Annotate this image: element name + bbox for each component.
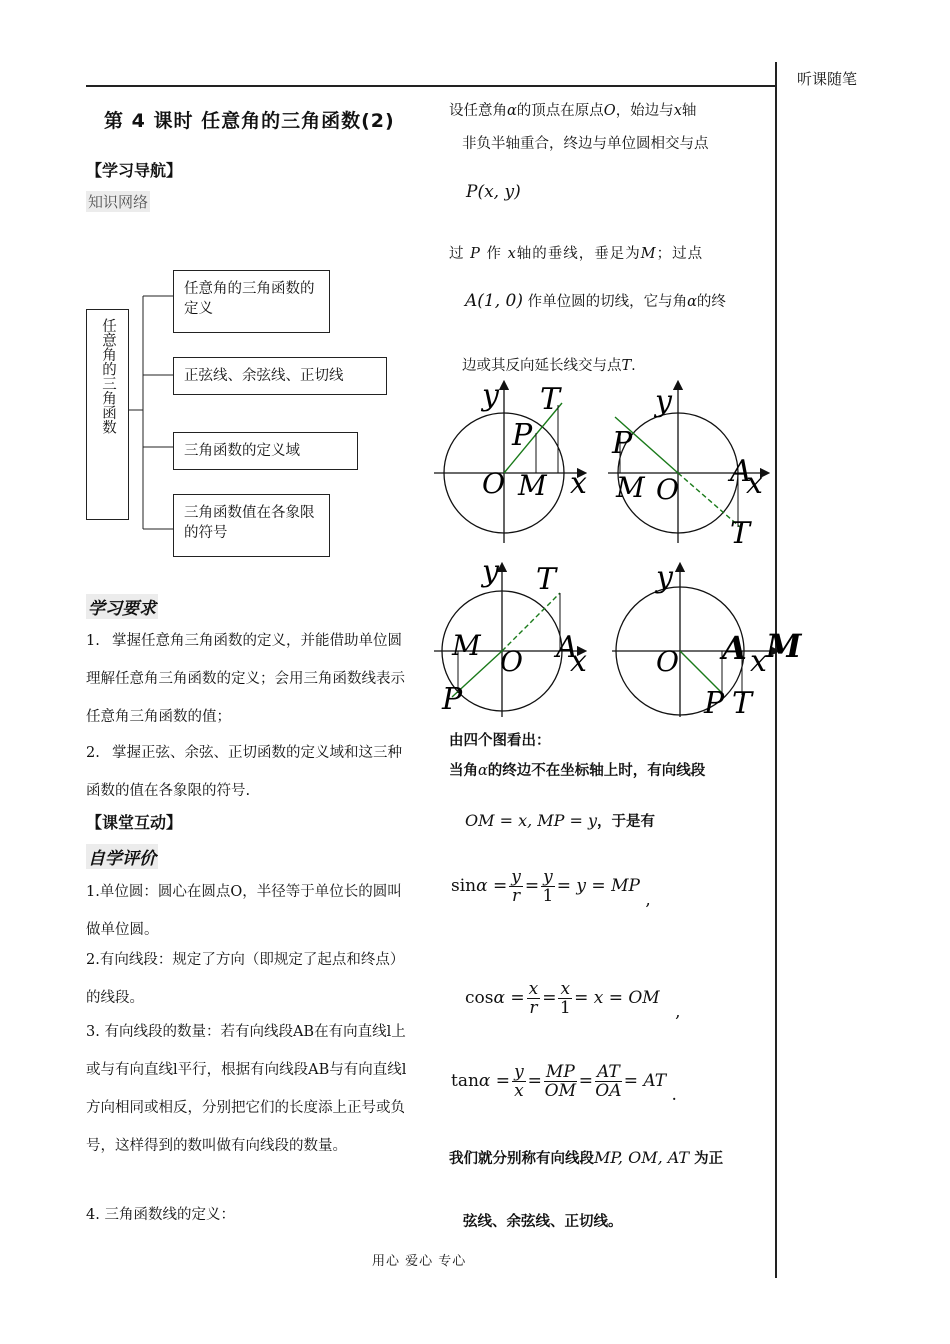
- text: 轴的垂线，垂足为: [516, 246, 641, 262]
- right-para1: [449, 97, 696, 125]
- o-label: O: [656, 473, 679, 506]
- item-text: 三角函数线的定义：: [104, 1207, 235, 1223]
- text: 当角: [449, 763, 478, 779]
- mindmap-branch-signs: 三角函数值在各象限的符号: [173, 494, 330, 557]
- m-label: M: [452, 629, 481, 662]
- requirement-text: 掌握任意角三角函数的定义，并能借助单位圆理解任意角三角函数的定义；会用三角函数线表示任意角三角函数的值；: [86, 633, 405, 725]
- item-1: [86, 873, 416, 949]
- item-num: 2.: [86, 952, 100, 968]
- t-label: T: [536, 562, 557, 597]
- header-rule: [86, 85, 776, 87]
- side-note-label: 听课随笔: [797, 70, 858, 88]
- requirement-num: 1.: [86, 633, 100, 649]
- right-para4: 边或其反向延长线交与点T.: [462, 358, 636, 374]
- m-label: M: [518, 469, 547, 502]
- text: 边或其反向延长线交与点: [462, 358, 622, 374]
- y-label: y: [656, 560, 673, 595]
- text: 的终: [696, 294, 726, 310]
- text: 为正: [694, 1151, 724, 1167]
- origin-symbol: O: [603, 103, 616, 119]
- text: 的终边不在坐标轴上时，有向线段: [487, 763, 706, 779]
- t-label: T: [730, 516, 751, 551]
- item-2: [86, 941, 416, 1017]
- item-3: [86, 1013, 416, 1165]
- mindmap-branch-lines: 正弦线、余弦线、正切线: [173, 357, 387, 395]
- p-label: P: [704, 686, 725, 720]
- text: ，始边与: [615, 103, 674, 119]
- t-label: T: [732, 686, 753, 720]
- requirement-1: [86, 622, 416, 736]
- p-label: P: [512, 418, 533, 453]
- alpha-symbol: α: [507, 103, 517, 119]
- from-four-figures: 由四个图看出：: [449, 733, 551, 749]
- call-lines-2: 弦线、余弦线、正切线。: [463, 1214, 623, 1230]
- diagram-quadrant-1: [434, 378, 587, 543]
- right-para1-line2: 非负半轴重合，终边与单位圆相交与点: [462, 136, 709, 152]
- diagram-quadrant-2: [608, 384, 765, 551]
- footer: 用心 爱心 专心: [372, 1254, 467, 1269]
- cosine-formula: cosα = $\frac{x}{r}$ = $\frac{x}{1}$ = x = OM ,: [465, 979, 681, 1022]
- alpha-symbol: α: [478, 763, 488, 779]
- x-label: x: [570, 644, 587, 679]
- trig-line-diagrams: [430, 375, 820, 720]
- right-para3: [465, 290, 726, 311]
- text: 我们就分别称有向线段: [449, 1151, 594, 1167]
- a-label: A: [730, 454, 752, 489]
- item-text: 单位圆：圆心在圆点O，半径等于单位长的圆叫做单位圆。: [86, 884, 402, 938]
- call-segments: MP, OM, AT: [594, 1148, 690, 1167]
- item-text: 有向线段：规定了方向（即规定了起点和终点）的线段。: [86, 952, 405, 1006]
- requirements-heading: 学习要求: [86, 594, 158, 619]
- x-label: x: [570, 466, 587, 501]
- diagram-quadrant-4: [612, 560, 803, 720]
- mindmap-branch-definition: 任意角的三角函数的定义: [173, 270, 330, 333]
- point-t: T: [621, 358, 632, 374]
- nav-heading: 【学习导航】: [86, 161, 183, 180]
- p-label: P: [612, 426, 633, 461]
- y-label: y: [655, 384, 672, 419]
- when-terminal-side: [449, 759, 705, 780]
- mindmap-root: 任意角的三角函数: [86, 309, 129, 520]
- m-symbol: M: [640, 246, 657, 262]
- a-label: A: [556, 630, 578, 665]
- point-a: A(1, 0): [465, 291, 523, 311]
- text: 设任意角: [449, 103, 507, 119]
- text: ；过点: [656, 246, 704, 262]
- text: 过: [449, 246, 465, 262]
- mindmap-branch-domain: 三角函数的定义域: [173, 432, 358, 470]
- point-p: P(x, y): [466, 182, 521, 202]
- t-label: T: [540, 382, 561, 417]
- om-mp-line: [465, 810, 655, 831]
- text: 作: [486, 246, 502, 262]
- requirement-num: 2.: [86, 745, 100, 761]
- sine-formula: sinα = $\frac{y}{r}$ = $\frac{y}{1}$ = y = MP ,: [451, 867, 651, 910]
- x-symbol: x: [507, 246, 517, 262]
- x-label: x: [750, 644, 767, 679]
- item-4: [86, 1196, 416, 1234]
- tangent-formula: tanα = $\frac{y}{x}$ = $\frac{MP}{OM}$ = $\frac{AT}{OA}$ = AT .: [451, 1062, 677, 1105]
- item-num: 3.: [86, 1024, 100, 1040]
- a-label: A: [722, 629, 747, 667]
- p-symbol: P: [470, 246, 481, 262]
- class-heading: 【课堂互动】: [86, 813, 183, 832]
- p-label: P: [442, 682, 463, 717]
- o-label: O: [500, 645, 523, 678]
- om-mp-formula: OM = x, MP = y: [465, 811, 598, 830]
- text: 轴: [681, 103, 697, 119]
- o-label: O: [656, 645, 679, 678]
- self-study-heading: 自学评价: [86, 844, 158, 869]
- alpha-symbol: α: [687, 294, 697, 310]
- o-label: O: [482, 467, 505, 500]
- item-num: 4.: [86, 1207, 100, 1223]
- diagram-quadrant-3: [434, 554, 587, 717]
- x-label: x: [746, 466, 763, 501]
- item-text: 有向线段的数量：若有向线段AB在有向直线l上或与有向直线l平行，根据有向线段AB与有向直线l方向相同或相反，分别把它们的长度添上正号或负号，这样得到的数叫做有向线段的数量。: [86, 1024, 407, 1154]
- text: 作单位圆的切线，它与角: [527, 294, 688, 310]
- call-lines: [449, 1147, 723, 1168]
- item-num: 1.: [86, 884, 100, 900]
- y-label: y: [482, 554, 499, 589]
- text: ，于是有: [597, 814, 656, 830]
- right-para2: [449, 242, 703, 263]
- m-label: M: [766, 627, 802, 665]
- x-symbol: x: [673, 103, 682, 119]
- requirement-text: 掌握正弦、余弦、正切函数的定义域和这三种函数的值在各象限的符号.: [86, 745, 402, 799]
- page-title: 第 4 课时 任意角的三角函数(2): [104, 110, 395, 132]
- m-label: M: [616, 471, 645, 504]
- knowledge-label: 知识网络: [88, 193, 149, 211]
- text: 的顶点在原点: [516, 103, 604, 119]
- requirement-2: [86, 734, 416, 810]
- y-label: y: [482, 378, 499, 413]
